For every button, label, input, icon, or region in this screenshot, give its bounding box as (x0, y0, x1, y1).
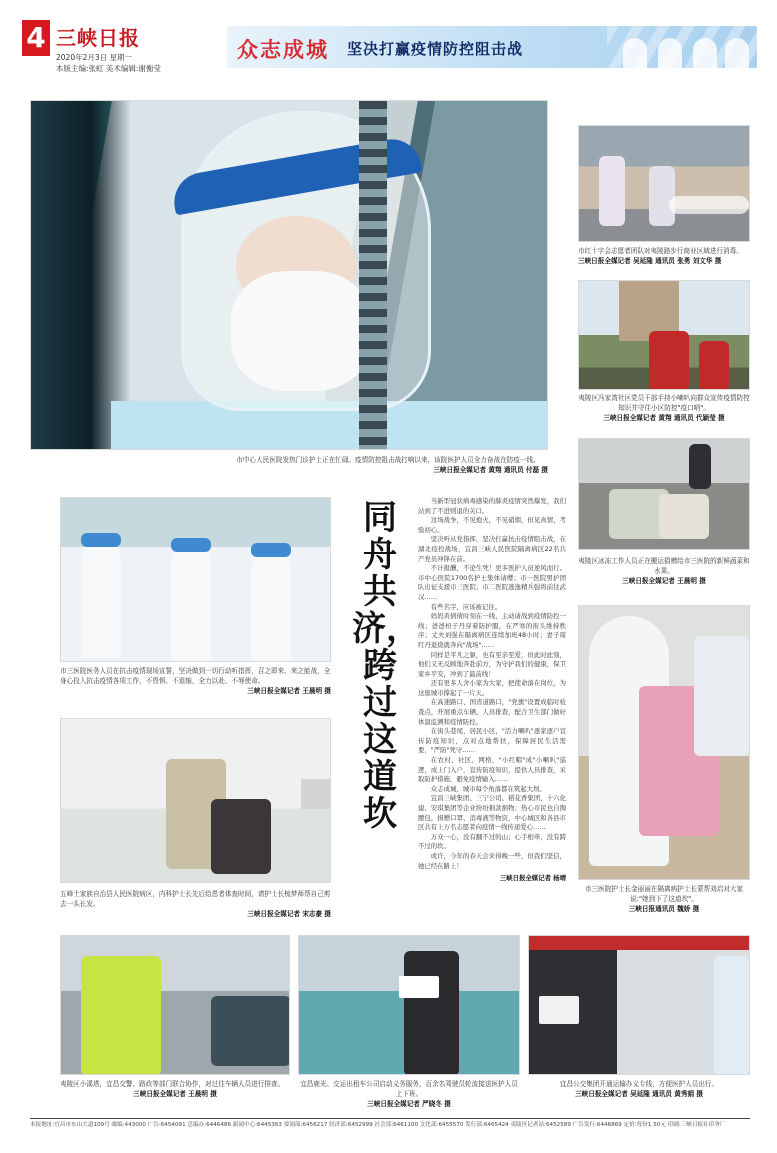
article-body: 当新型冠状病毒感染的肺炎疫情突然爆发，我们站到了不进则退的关口。 这场战争，不见炮火，不见硝烟，但见真情、考验初心。 坚决听从党指挥，坚决打赢抗击疫情阻击战，在湖北疫控战场，宜昌三峡人民医院隔离病区22名共产党员冲锋在前。 不计报酬，不论生死！更多医护人员逆风而行。市中心医院1700名护士集体请缨；市一医院男护团队出征支援市三医院；市二医院逃逸精兵强将前往武汉…… 有些名字，应该被记住。 妈妈黄倩倩时刻在一线，主动请战到疫情防控一线；爸爸柏子丹穿着防护服，在严寒的街头维持秩序；丈夫刘强在隔离病区连续加班48小时；妻子周红丹退烧就奔向"战场"…… 同样是平凡之躯，也有至亲至爱，但此时此刻，他们义无反顾地奔赴前方，为守护我们的健康，保卫家乡平安，冲到了最前线！ 还有更多人舍小家为大家，把使命落在岗位，为这座城市撑起了一片天。 在高速路口、国省道路口，"党旗"设置成临时检查点，开展重点车辆、人员排查，配合卫生部门做好体温监测和疫情防控。 在街头巷尾、居民小区，"活力喇叭"逐家逐户宣传防疫知识，点对点地帮扶，保障居民生活需要，"严防"死守…… 在农村、社区、网格，"小红帽"成"小喇叭"巡逻，成上门入户，宣传防疫知识，提供人员排查，采取防护措施，避免疫情输入…… 众志成城，城市每个角落都在筑起大坝。 宜昌三峡集团、三宁公司、稻花香集团、十六化建、安琪集团等企业纷纷捐款捐物；热心市民也自掏腰包，捐赠口罩、消毒液等物资，中心城区和各县市区共有上万名志愿者向疫情一线传递爱心…… 万众一心，没有翻不过的山；心手相牵，没有跨不过的坎。 或许，今年的春天会来得晚一些，但我们坚信，她已经在路上！ 三峡日报全媒记者 杨靖 (418, 497, 566, 883)
photo-credit: 三峡日报全媒记者 黄翔 通讯员 代颖莹 摄 (603, 414, 725, 422)
banner-figure-icon (658, 38, 682, 68)
page-number: 4 (22, 20, 50, 56)
page-footer: 本报地址:宜昌市东山大道109号 邮编:443000 广告:6454091 总编办:6446486 新闻中心:6445363 要闻部:6456217 经济部:6452999 社会部:6461100 文化部:6455570 发行部:6465424 夷陵区记者站:6452589 广告发行:6446869 定价:每份1.50元 印刷:三峡日报社印务厂 (30, 1118, 750, 1132)
banner-subtitle: 坚决打赢疫情防控阻击战 (347, 40, 524, 58)
photo-credit: 三峡日报全媒记者 王晨明 摄 (247, 687, 331, 695)
caption-m2: 五峰土家族自治县人民医院病区，内科护士长先后给患者体查时间，请护士长梳梦师帮自己剪去一头长发。 三峡日报全媒记者 宋志豪 摄 (60, 890, 331, 918)
photo-haircut (60, 718, 331, 883)
photo-credit: 三峡日报全媒记者 宋志豪 摄 (247, 910, 331, 918)
section-banner (227, 26, 757, 68)
main-photo-caption: 市中心人民医院发热门诊护士正在忙碌。疫情防控阻击战打响以来，该院医护人员全力奋战在防疫一线。 三峡日报全媒记者 黄翔 通讯员 付磊 摄 (228, 455, 548, 475)
banner-figure-icon (623, 38, 647, 68)
date-line: 2020年2月3日 星期一 (56, 53, 133, 62)
banner-title: 众志成城 (237, 38, 329, 62)
photo-taxis (298, 935, 520, 1075)
article-headline: 同舟共济，跨过这道坎 (352, 498, 420, 834)
caption-r1: 市红十字会志愿者团队对夷陵路步行商业区域进行消毒。 三峡日报全媒记者 吴延隆 通讯员 张勇 刘文华 摄 (578, 246, 750, 266)
photo-nurse-helping-patient (578, 605, 750, 880)
photo-loudspeaker (578, 280, 750, 390)
caption-r4: 市三医院护士长金丽丽在隔离病护士长蒙帮刘启对大家说:"她到下了这道坎"。 三峡日报通讯员 魏娇 摄 (578, 884, 750, 914)
caption-b3: 宜昌公交集团开通运输办义专线，方便医护人员出行。 三峡日报全媒记者 吴延隆 通讯员 黄秀娟 摄 (528, 1079, 750, 1099)
photo-credit: 三峡日报通讯员 魏娇 摄 (628, 905, 700, 913)
caption-b1: 夷陵区小溪塔，宜昌交警、路政等部门联合协作，对过往车辆人员进行排查。 三峡日报全媒记者 王晨明 摄 (60, 1079, 290, 1099)
caption-m1: 市三医院医务人员在抗击疫情现场宣誓，坚决做到一切行动听指挥，召之即来、来之能战，全身心投入抗击疫情各项工作，不畏惧、不退缩，全力以赴、不辱使命。 三峡日报全媒记者 王晨明 摄 (60, 667, 331, 695)
page-header (22, 20, 757, 78)
photo-disinfection (578, 125, 750, 242)
caption-r3: 夷陵区冰冻工作人员正在搬运捐赠给市三医院的新鲜蔬菜和水果。 三峡日报全媒记者 王晨明 摄 (578, 557, 750, 585)
photo-bus (528, 935, 750, 1075)
photo-credit: 三峡日报全媒记者 王晨明 摄 (622, 577, 706, 585)
banner-figure-icon (725, 38, 749, 68)
header-meta (56, 52, 161, 74)
main-photo-nurse (30, 100, 548, 450)
photo-credit: 三峡日报全媒记者 王晨明 摄 (133, 1090, 217, 1098)
article-byline: 三峡日报全媒记者 杨靖 (499, 874, 566, 883)
photo-credit: 三峡日报全媒记者 严晓冬 摄 (367, 1100, 451, 1108)
banner-figure-icon (693, 38, 717, 68)
photo-traffic-police (60, 935, 290, 1075)
editor-line: 本版主编:张虹 美术编辑:谢衡莹 (56, 64, 161, 73)
photo-credit: 三峡日报全媒记者 吴延隆 通讯员 黄秀娟 摄 (575, 1090, 703, 1098)
newspaper-logo: 三峡日报 (56, 26, 140, 50)
photo-medical-staff-oath (60, 497, 331, 662)
caption-b2: 宜昌鹿光、交运出租车公司启动义务服务，百余名驾驶员轮流接送医护人员上下班。 三峡日报全媒记者 严晓冬 摄 (298, 1079, 520, 1109)
photo-credit: 三峡日报全媒记者 吴延隆 通讯员 张勇 刘文华 摄 (578, 257, 722, 265)
photo-credit: 三峡日报全媒记者 黄翔 通讯员 付磊 摄 (433, 466, 548, 474)
photo-vegetables (578, 438, 750, 550)
caption-r2: 夷陵区冯家湾社区党员干部手持小喇叭向群众宣传疫情防控知识并守住小区防控"疫口哨"。 三峡日报全媒记者 黄翔 通讯员 代颖莹 摄 (578, 394, 750, 422)
